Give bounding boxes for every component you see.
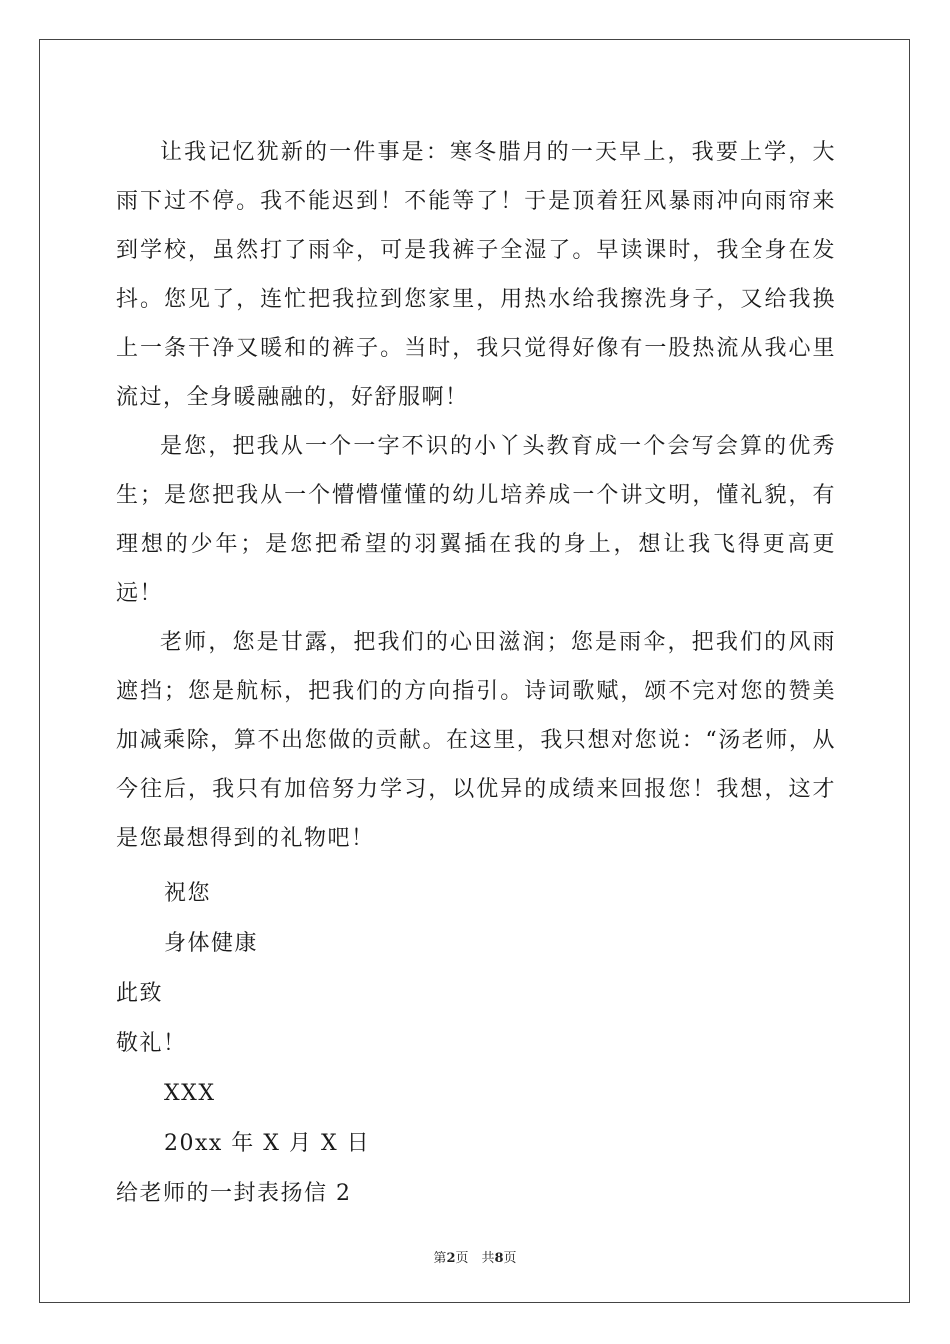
letter-date: 20xx 年 X 月 X 日 [164,1131,371,1156]
salutation-line-2: 敬礼！ [116,1031,187,1056]
footer-suffix: 页 [503,1251,517,1266]
paragraph-memory: 让我记忆犹新的一件事是：寒冬腊月的一天早上，我要上学，大雨下过不停。我不能迟到！不能等了！于是顶着狂风暴雨冲向雨帘来到学校，虽然打了雨伞，可是我裤子全湿了。早读课时，我全身在发抖。您见了，连忙把我拉到您家里，用热水给我擦洗身子，又给我换上一条干净又暖和的裤子。当时，我只觉得好像有一股热流从我心里流过，全身暖融融的，好舒服啊！ [116,140,836,410]
footer-total-pages: 8 [494,1251,504,1266]
salutation-line-1: 此致 [116,981,164,1006]
page-footer [0,1247,950,1266]
footer-prefix: 第 [433,1251,447,1266]
closing-wish: 祝您 [164,881,212,906]
paragraph-praise: 老师，您是甘露，把我们的心田滋润；您是雨伞，把我们的风雨遮挡；您是航标，把我们的方向指引。诗词歌赋，颂不完对您的赞美加减乘除，算不出您做的贡献。在这里，我只想对您说：“汤老师，从今往后，我只有加倍努力学习，以优异的成绩来回报您！我想，这才是您最想得到的礼物吧！ [116,630,836,851]
footer-current-page: 2 [446,1251,456,1266]
next-letter-title: 给老师的一封表扬信 2 [116,1181,352,1206]
footer-mid: 页 共 [455,1251,495,1266]
paragraph-education: 是您，把我从一个一字不识的小丫头教育成一个会写会算的优秀生；是您把我从一个懵懵懂懂的幼儿培养成一个讲文明，懂礼貌，有理想的少年；是您把希望的羽翼插在我的身上，想让我飞得更高更远！ [116,434,836,606]
signature: XXX [164,1081,216,1106]
closing-health: 身体健康 [164,931,259,956]
letter-body [116,128,836,1219]
